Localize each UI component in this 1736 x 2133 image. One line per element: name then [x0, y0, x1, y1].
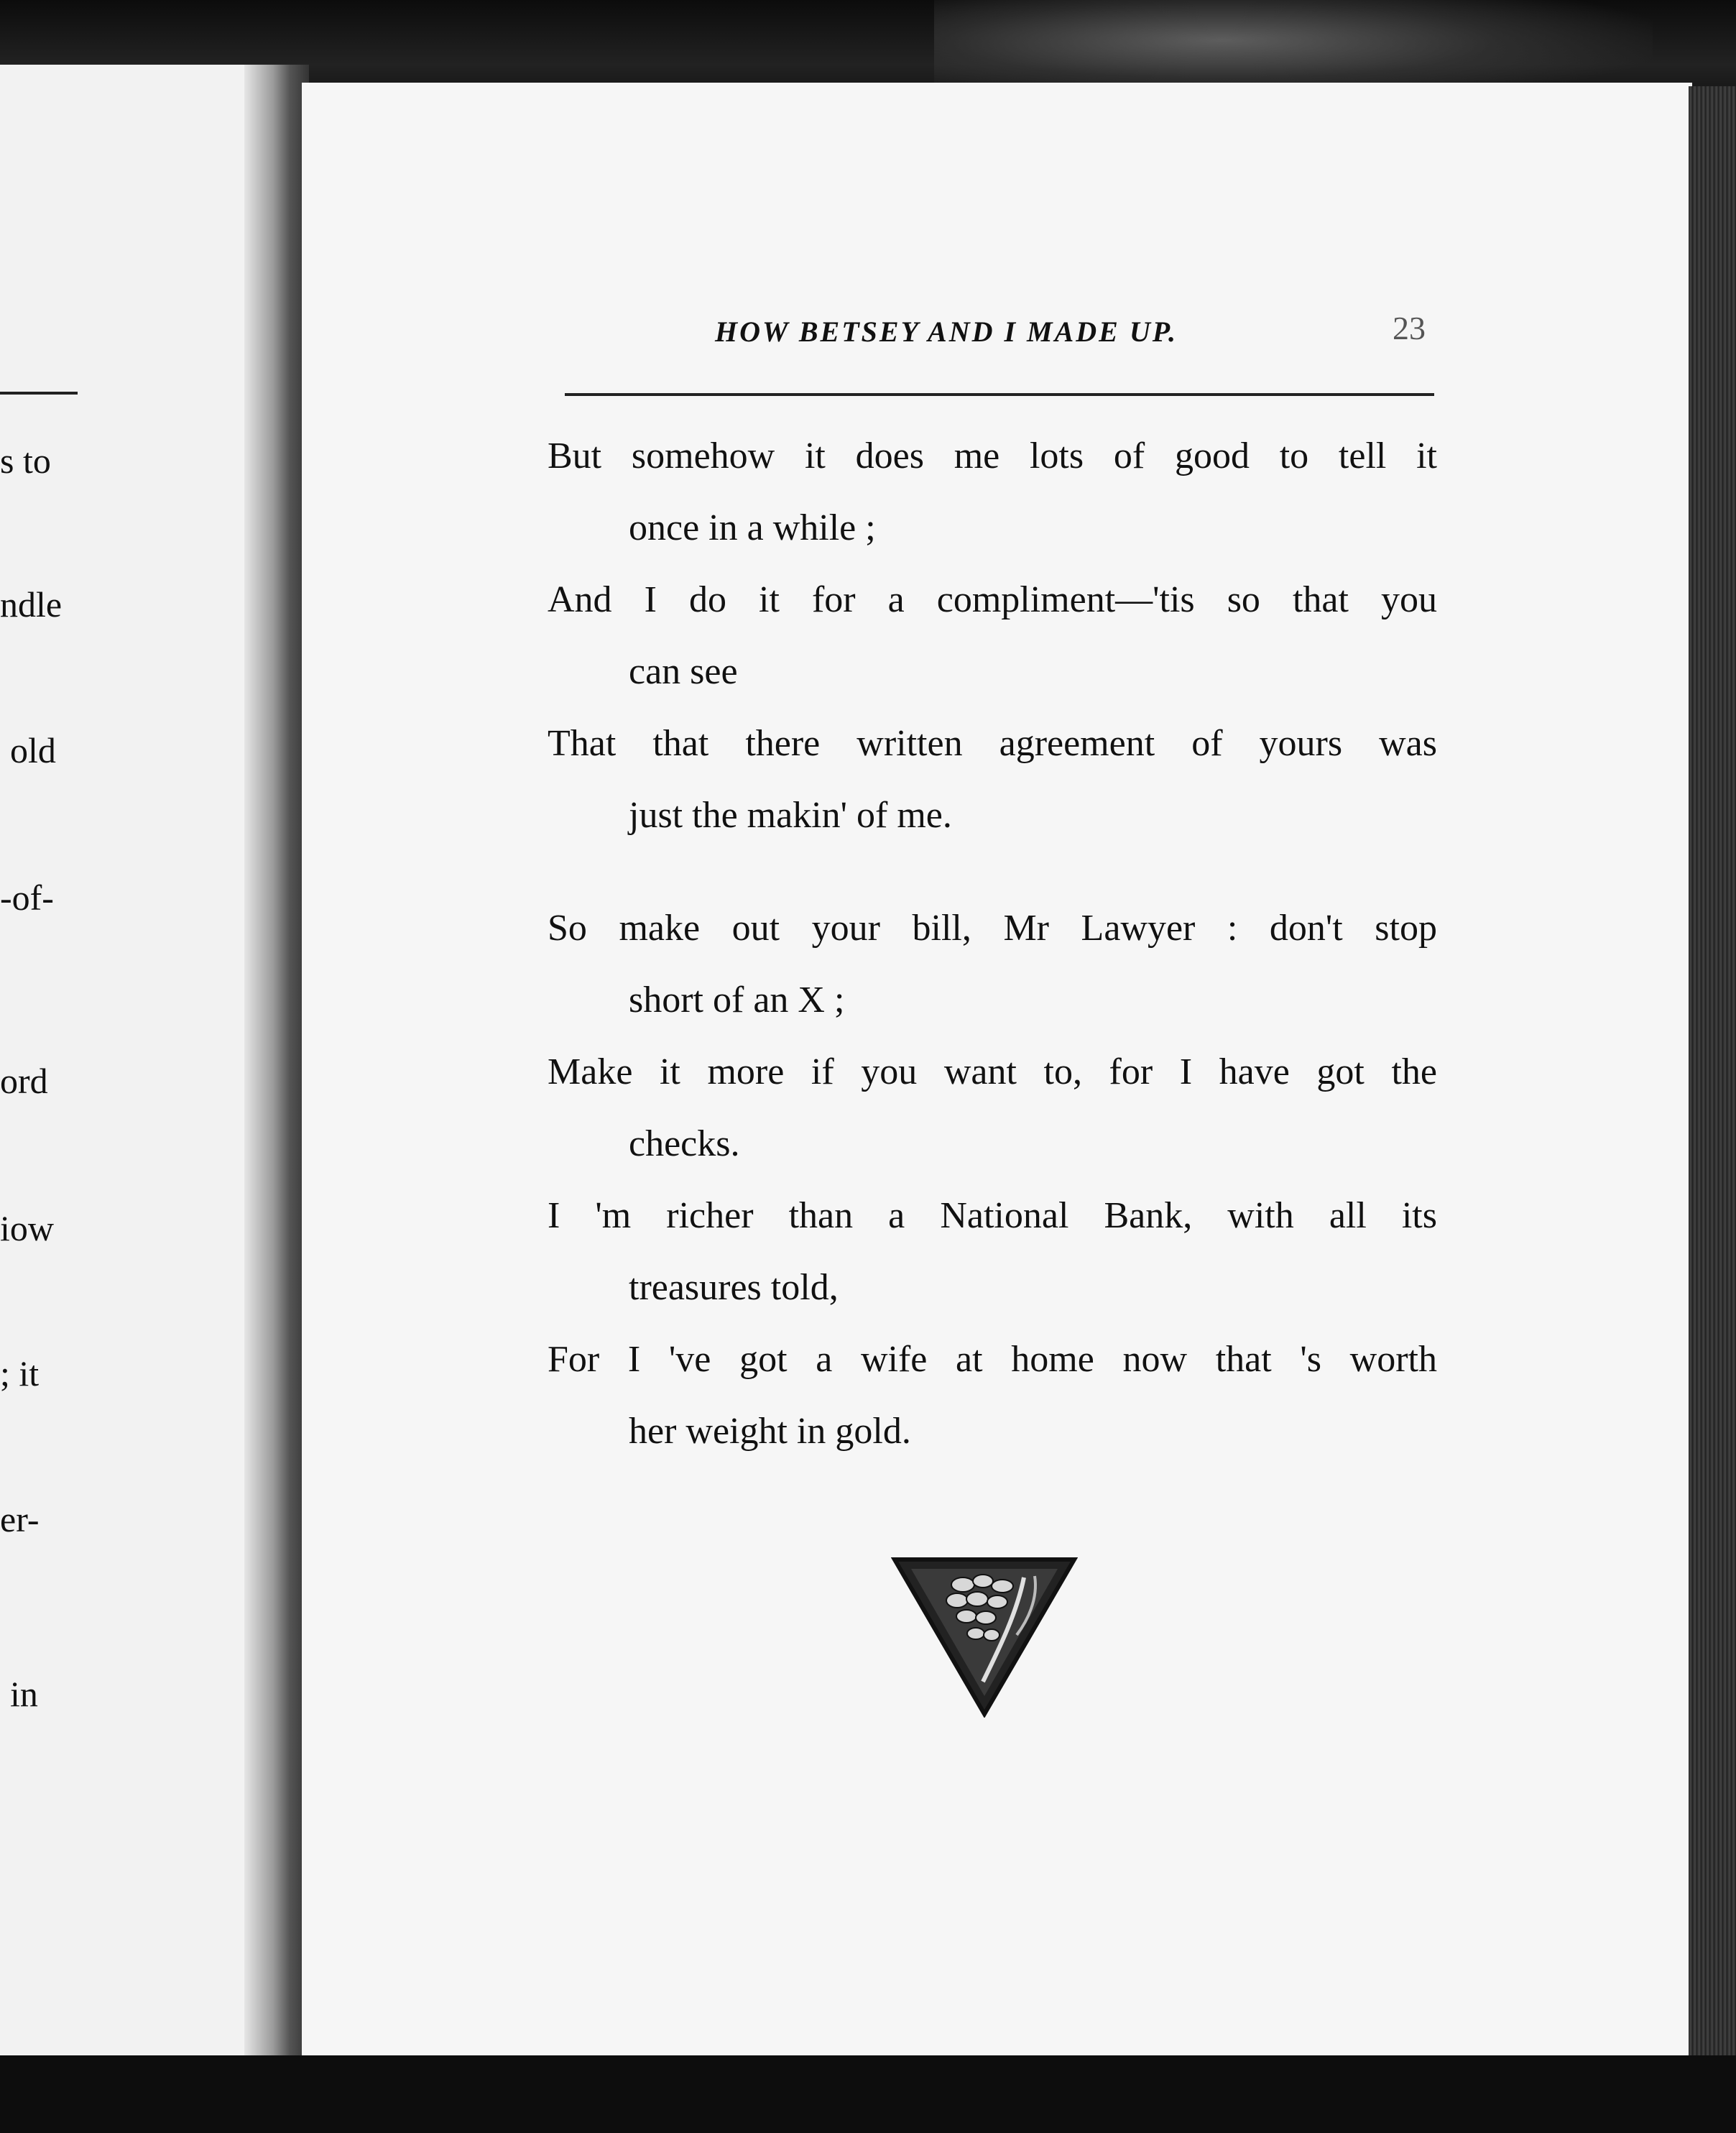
verse-line: I 'm richer than a National Bank, with all its: [548, 1195, 1437, 1236]
left-page-fragment: er-: [0, 1499, 40, 1539]
left-page-fragment: old: [10, 730, 56, 770]
page-number: 23: [1393, 310, 1426, 346]
left-page-fragment: ndle: [0, 584, 63, 625]
left-page-fragment: -of-: [0, 877, 54, 918]
left-page-fragment: ; it: [0, 1353, 40, 1393]
verse-line: treasures told,: [629, 1267, 839, 1308]
photo-background-bottom: [0, 2055, 1736, 2133]
left-page-rule: [0, 392, 78, 395]
verse-line: That that there written agreement of yours was: [548, 723, 1437, 764]
page-edges: [1689, 86, 1736, 2055]
header-rule: [565, 393, 1434, 396]
running-head: HOW BETSEY AND I MADE UP.: [715, 315, 1178, 348]
verse-line: But somehow it does me lots of good to tell it: [548, 436, 1437, 476]
left-page-fragment: s to: [0, 441, 51, 481]
verse-line: So make out your bill, Mr Lawyer : don't stop: [548, 908, 1437, 949]
left-page-fragment: iow: [0, 1208, 54, 1248]
verse-line: And I do it for a compliment—'tis so that you: [548, 579, 1437, 620]
left-page-fragment: ord: [0, 1061, 48, 1101]
triangle-ornament-icon: [891, 1556, 1078, 1718]
verse-line: Make it more if you want to, for I have got the: [548, 1051, 1437, 1092]
verse-line: can see: [629, 651, 738, 692]
verse-line: For I 've got a wife at home now that 's worth: [548, 1339, 1437, 1380]
verse-line: once in a while ;: [629, 507, 876, 548]
verse-line: checks.: [629, 1123, 740, 1164]
book-gutter: [244, 65, 309, 2055]
left-page-fragment: in: [10, 1674, 38, 1714]
verse-line: her weight in gold.: [629, 1411, 911, 1452]
verse-line: just the makin' of me.: [629, 795, 952, 836]
verse-line: short of an X ;: [629, 980, 845, 1021]
